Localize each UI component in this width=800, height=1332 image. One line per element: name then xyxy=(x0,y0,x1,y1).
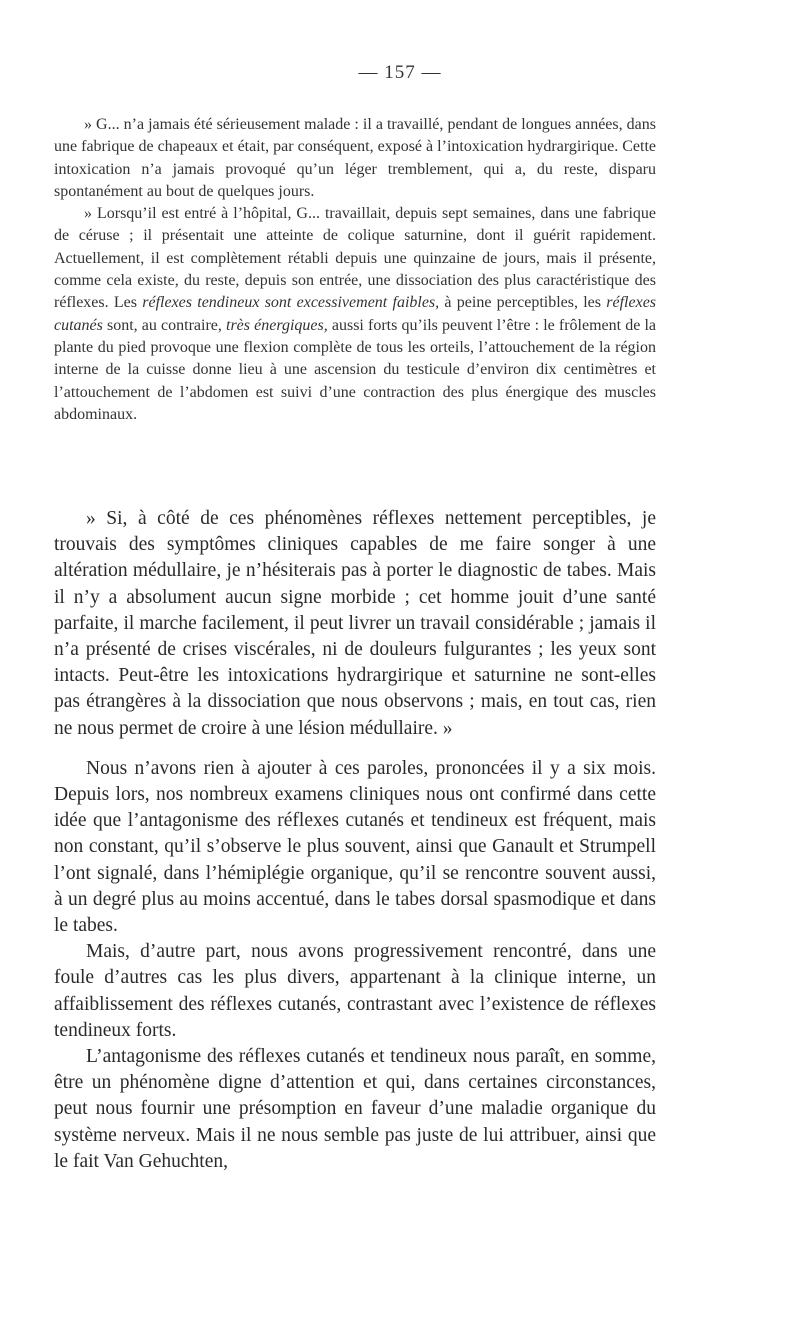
italic-cutaneous-reflexes: réflexes cutanés xyxy=(54,294,657,334)
italic-very-energetic: très énergiques, xyxy=(226,316,328,334)
quoted-paragraph-2-part-d: aussi forts qu’ils peuvent l’être : le frôlement de la plante du pied provoque une flexion complète de tous les orteils, l’attouchement de la région interne de la cuisse donne lieu à une ascension du testicule d’environ dix centimètres et l’attouchement de l’abdomen est suivi d’une contraction des plus énergique des muscles abdominaux. xyxy=(54,316,656,423)
quoted-paragraph-3: » Si, à côté de ces phénomènes réflexes nettement perceptibles, je trouvais des symptômes cliniques capables de me faire songer à une altération médullaire, je n’hésiterais pas à porter le diagnostic de tabes. Mais il n’y a absolument aucun signe morbide ; cet homme jouit d’une santé parfaite, il marche facilement, il peut livrer un travail considérable ; jamais il n’a présenté de crises viscérales, ni de douleurs fulgurantes ; les yeux sont intacts. Peut-être les intoxications hydrargirique et saturnine ne sont-elles pas étrangères à la dissociation que nous observons ; mais, en tout cas, rien ne nous permet de croire à une lésion médullaire. » xyxy=(54,508,656,739)
main-paragraph-1: Nous n’avons rien à ajouter à ces paroles, prononcées il y a six mois. Depuis lors, nos nombreux examens cliniques nous ont confirmé dans cette idée que l’antagonisme des réflexes cutanés et tendineux est fréquent, mais non constant, qu’il s’observe le plus souvent, ainsi que Ganault et Strumpell l’ont signalé, dans l’hémiplégie organique, qu’il se rencontre souvent aussi, à un degré plus au moins accentué, dans le tabes dorsal spasmodique et dans le tabes. xyxy=(54,757,656,937)
main-text-block xyxy=(54,506,656,1175)
quoted-paragraph-2-part-b: à peine perceptibles, les xyxy=(439,294,607,312)
quoted-testimony-block xyxy=(54,114,656,426)
quoted-paragraph-2 xyxy=(54,203,656,426)
quoted-paragraph-2-part-a: » Lorsqu’il est entré à l’hôpital, G... travaillait, depuis sept semaines, dans une fabrique de céruse ; il présentait une atteinte de colique saturnine, dont il guérit rapidement. Actuellement, il est complètement rétabli depuis une quinzaine de jours, mais il présente, comme cela existe, du reste, depuis son entrée, une dissociation des plus caractéristique des réflexes. Les xyxy=(54,205,656,312)
main-paragraph-2: Mais, d’autre part, nous avons progressivement rencontré, dans une foule d’autres cas les plus divers, appartenant à la clinique interne, un affaiblissement des réflexes cutanés, contrastant avec l’existence de réflexes tendineux forts. xyxy=(54,941,656,1041)
main-paragraph-3: L’antagonisme des réflexes cutanés et tendineux nous paraît, en somme, être un phénomène digne d’attention et qui, dans certaines circonstances, peut nous fournir une présomption en faveur d’une maladie organique du système nerveux. Mais il ne nous semble pas juste de lui attribuer, ainsi que le fait Van Gehuchten, xyxy=(54,1046,656,1172)
quoted-paragraph-2-part-c: sont, au contraire, xyxy=(102,316,226,334)
italic-tendon-reflexes: réflexes tendineux sont excessivement faibles, xyxy=(142,294,440,312)
quoted-paragraph-1: » G... n’a jamais été sérieusement malade : il a travaillé, pendant de longues années, dans une fabrique de chapeaux et était, par conséquent, exposé à l’intoxication hydrargirique. Cette intoxication n’a jamais provoqué qu’un léger tremblement, qui a, du reste, disparu spontanément au bout de quelques jours. xyxy=(54,116,656,200)
page-number: — 157 — xyxy=(358,62,442,83)
